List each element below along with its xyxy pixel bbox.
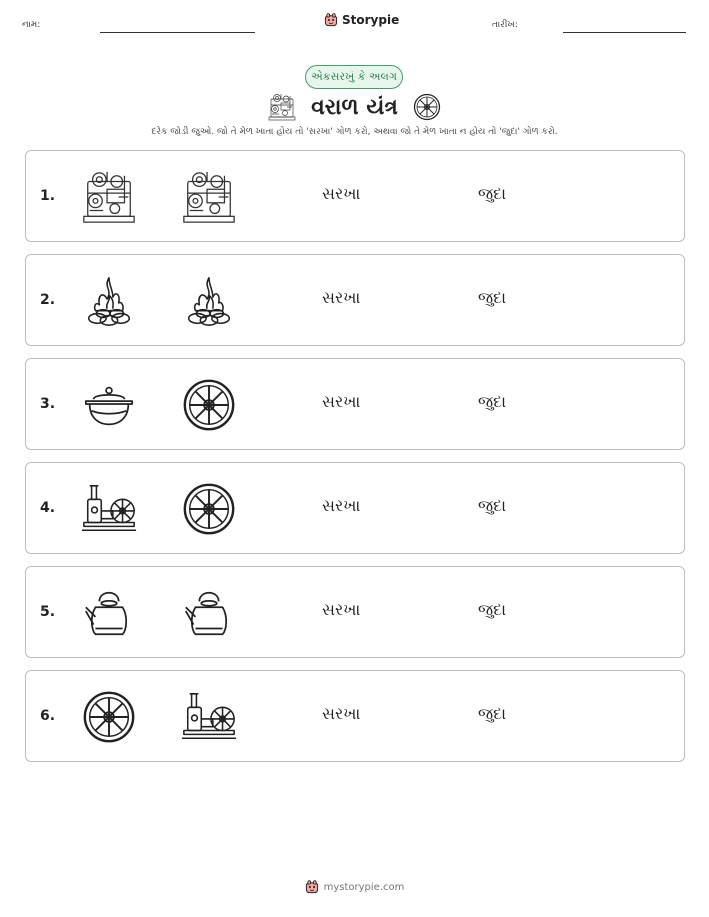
kettle-icon — [80, 584, 138, 642]
comparison-row — [25, 670, 685, 762]
kettle-icon — [180, 584, 238, 642]
steam-engine-icon — [180, 168, 238, 226]
instructions: દરેક જોડી જુઓ. જો તે મેળ ખાતા હોય તો 'સરખા' ગોળ કરો, અથવા જો તે મેળ ખાતા ન હોય તો 'જુદા' ગોળ કરો. — [151, 127, 558, 137]
wheel-icon — [80, 688, 138, 746]
left-picture — [80, 168, 138, 226]
steam-engine-icon — [80, 168, 138, 226]
left-picture — [80, 584, 138, 642]
subtitle-pill: એકસરખું કે અલગ — [305, 65, 403, 89]
comparison-row — [25, 150, 685, 242]
name-line — [100, 32, 255, 33]
right-picture — [180, 272, 238, 330]
comparison-row — [25, 254, 685, 346]
title-row — [0, 90, 709, 124]
wheel-icon — [412, 92, 442, 122]
same-option[interactable]: સરખા — [322, 496, 361, 515]
right-picture — [180, 480, 238, 538]
footer-site[interactable]: mystorypie.com — [323, 881, 405, 893]
same-option[interactable]: સરખા — [322, 704, 361, 723]
name-label: નામ: — [22, 20, 41, 30]
page-title: વરાળ યંત્ર — [311, 94, 398, 120]
right-picture — [180, 584, 238, 642]
row-number: 3. — [40, 396, 56, 412]
campfire-icon — [180, 272, 238, 330]
comparison-row — [25, 358, 685, 450]
row-number: 1. — [40, 188, 56, 204]
same-option[interactable]: સરખા — [322, 288, 361, 307]
different-option[interactable]: જુદા — [478, 184, 507, 203]
date-line — [563, 32, 686, 33]
same-option[interactable]: સરખા — [322, 600, 361, 619]
different-option[interactable]: જુદા — [478, 600, 507, 619]
same-option[interactable]: સરખા — [322, 184, 361, 203]
row-number: 6. — [40, 708, 56, 724]
footer — [0, 880, 709, 894]
left-picture — [80, 272, 138, 330]
mascot-icon — [324, 13, 338, 27]
comparison-row — [25, 566, 685, 658]
different-option[interactable]: જુદા — [478, 704, 507, 723]
left-picture — [80, 688, 138, 746]
date-label: તારીખ: — [492, 20, 518, 30]
row-number: 4. — [40, 500, 56, 516]
steam-engine-icon — [267, 92, 297, 122]
steam-machine-icon — [80, 480, 138, 538]
pot-icon — [80, 376, 138, 434]
different-option[interactable]: જુદા — [478, 392, 507, 411]
right-picture — [180, 688, 238, 746]
mascot-icon — [305, 880, 319, 894]
row-number: 2. — [40, 292, 56, 308]
left-picture — [80, 376, 138, 434]
different-option[interactable]: જુદા — [478, 288, 507, 307]
comparison-row — [25, 462, 685, 554]
worksheet-header — [0, 0, 709, 50]
different-option[interactable]: જુદા — [478, 496, 507, 515]
right-picture — [180, 168, 238, 226]
campfire-icon — [80, 272, 138, 330]
wheel-icon — [180, 376, 238, 434]
steam-machine-icon — [180, 688, 238, 746]
brand-name: Storypie — [342, 13, 400, 27]
brand-logo — [324, 13, 399, 27]
left-picture — [80, 480, 138, 538]
same-option[interactable]: સરખા — [322, 392, 361, 411]
right-picture — [180, 376, 238, 434]
wheel-icon — [180, 480, 238, 538]
row-number: 5. — [40, 604, 56, 620]
